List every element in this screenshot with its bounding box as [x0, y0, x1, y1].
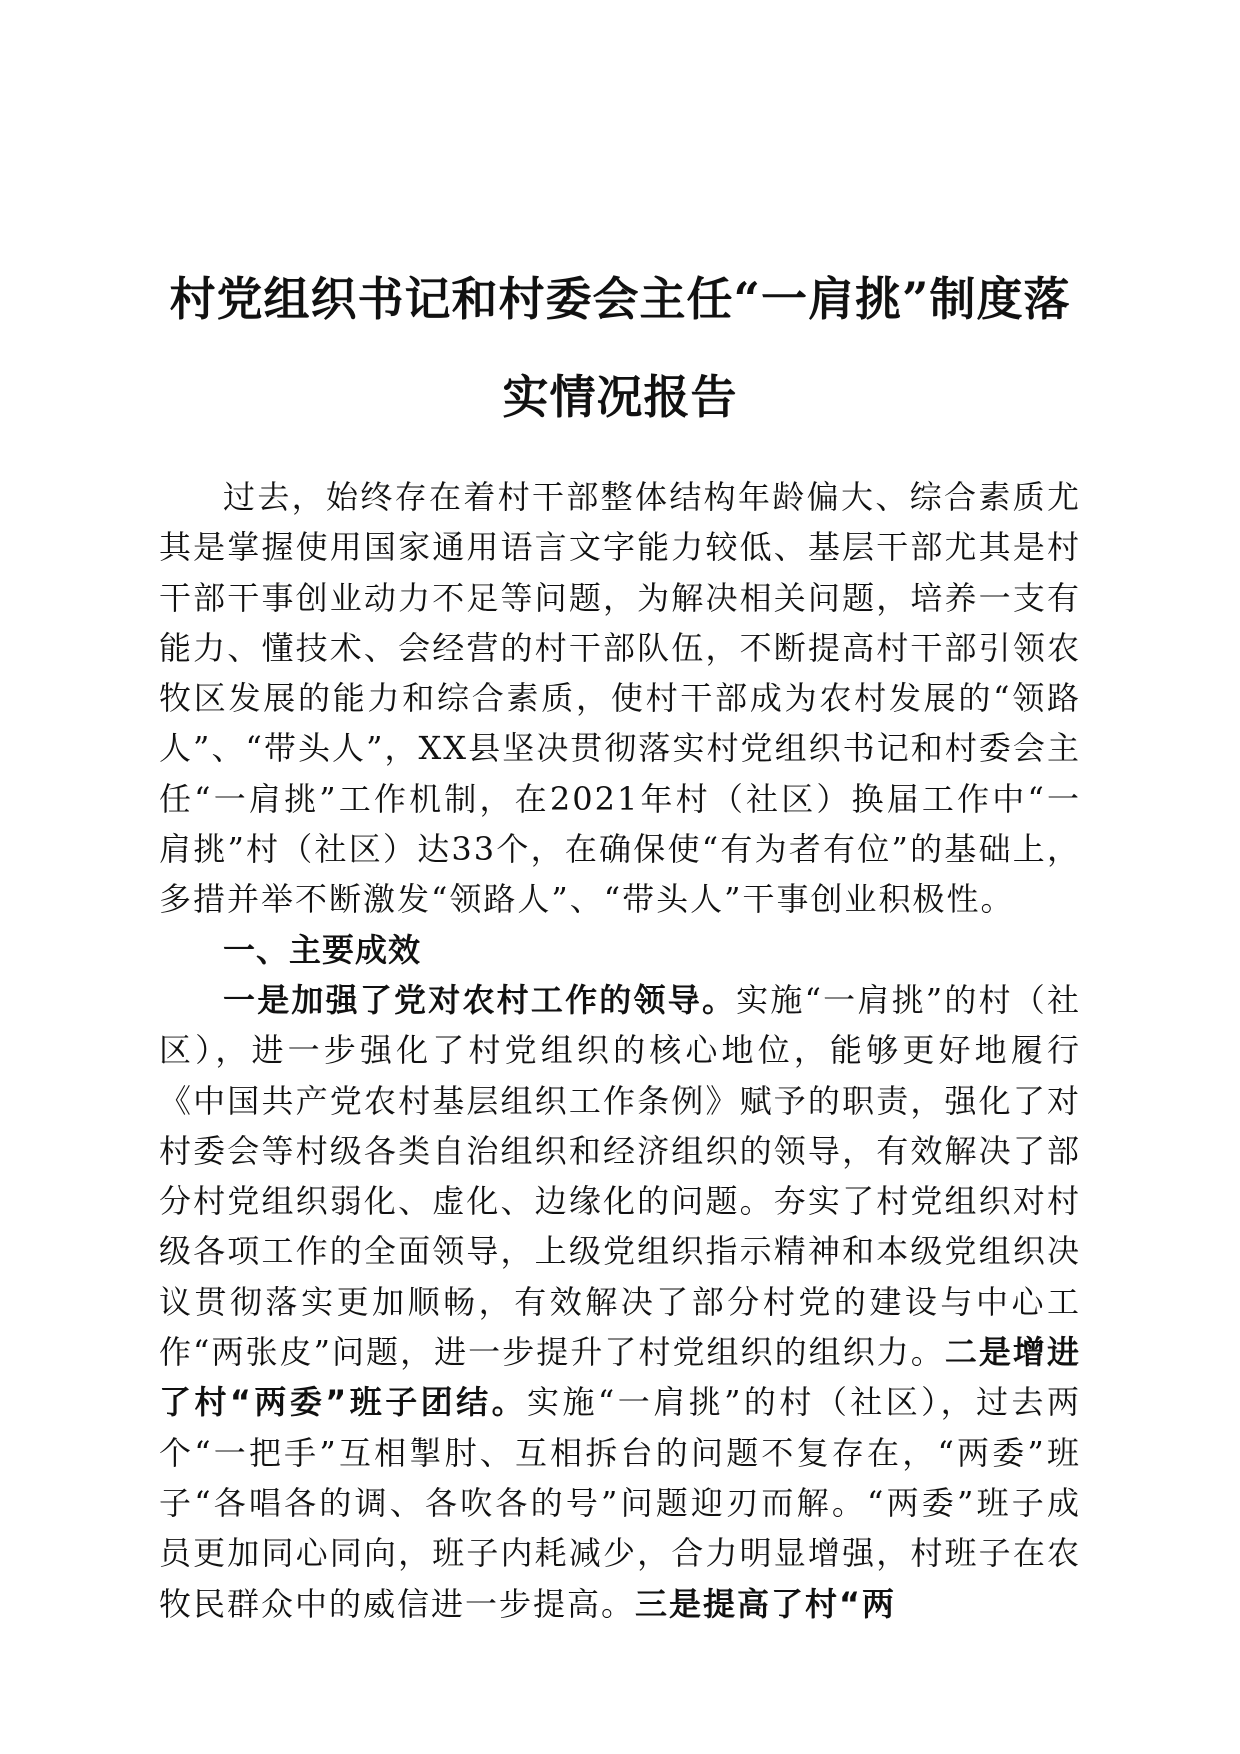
point-2-text: 实施“一肩挑”的村（社区），过去两个“一把手”互相掣肘、互相拆台的问题不复存在，“两委”班子“各唱各的调、各吹各的号”问题迎刃而解。“两委”班子成员更加同心同向，班子内耗减少，合力明显增强，村班子在农牧民群众中的威信进一步提高。 — [159, 1383, 1081, 1623]
document-title: 村党组织书记和村委会主任“一肩挑”制度落实情况报告 — [169, 272, 1071, 424]
point-3-lead: 三是提高了村“两 — [635, 1584, 897, 1623]
point-1-text: 实施“一肩挑”的村（社区），进一步强化了村党组织的核心地位，能够更好地履行《中国共产党农村基层组织工作条例》赋予的职责，强化了对村委会等村级各类自治组织和经济组织的领导，有效解决了部分村党组织弱化、虚化、边缘化的问题。夯实了村党组织对村级各项工作的全面领导，上级党组织指示精神和本级党组织决议贯彻落实更加顺畅，有效解决了部分村党的建设与中心工作“两张皮”问题，进一步提升了村党组织的组织力。 — [159, 980, 1081, 1372]
achievements-paragraph — [159, 975, 1081, 1629]
document-body — [159, 472, 1081, 1629]
intro-paragraph: 过去，始终存在着村干部整体结构年龄偏大、综合素质尤其是掌握使用国家通用语言文字能力较低、基层干部尤其是村干部干事创业动力不足等问题，为解决相关问题，培养一支有能力、懂技术、会经营的村干部队伍，不断提高村干部引领农牧区发展的能力和综合素质，使村干部成为农村发展的“领路人”、“带头人”，XX县坚决贯彻落实村党组织书记和村委会主任“一肩挑”工作机制，在2021年村（社区）换届工作中“一肩挑”村（社区）达33个，在确保使“有为者有位”的基础上，多措并举不断激发“领路人”、“带头人”干事创业积极性。 — [159, 478, 1081, 919]
point-2-lead: 二是增进了村“两委”班子团结。 — [159, 1333, 1081, 1422]
point-1-lead: 一是加强了党对农村工作的领导。 — [223, 980, 737, 1019]
section-heading: 一、主要成效 — [223, 930, 422, 969]
